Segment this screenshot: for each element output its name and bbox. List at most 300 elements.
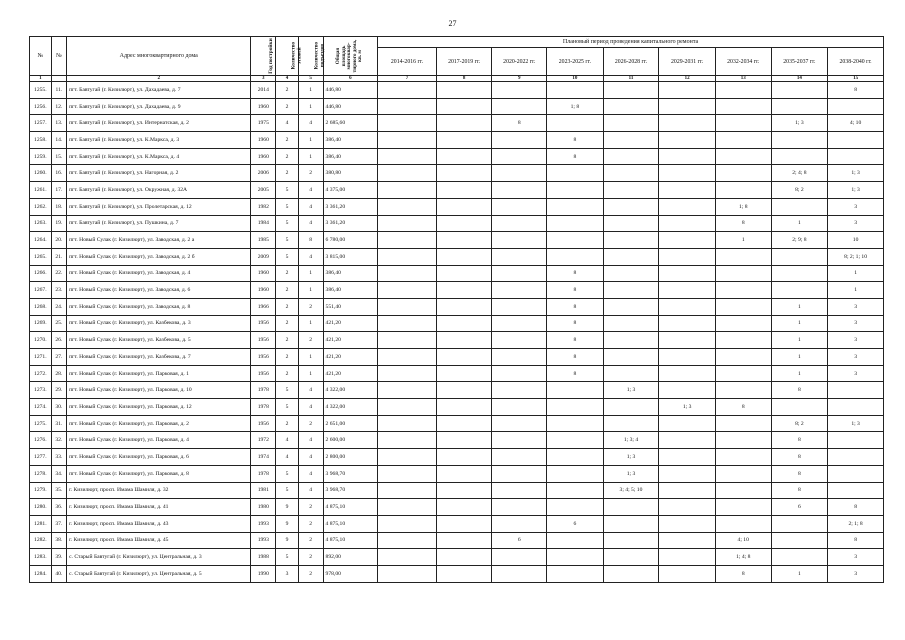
cell-2035-2037: 8 xyxy=(771,482,828,499)
cell-2023-2025: 1; 8 xyxy=(547,98,604,115)
row-area: 421,20 xyxy=(323,315,378,332)
row-sub-no: 25. xyxy=(51,315,66,332)
header-period: 2020-2022 гг. xyxy=(492,48,547,76)
row-floors: 4 xyxy=(276,432,299,449)
table-row xyxy=(30,232,884,249)
cell-2032-2034 xyxy=(715,282,771,299)
cell-2029-2031 xyxy=(659,349,716,366)
header-reg-no: № xyxy=(30,37,52,76)
cell-2023-2025: 8 xyxy=(547,265,604,282)
cell-2035-2037: 8 xyxy=(771,465,828,482)
row-entrances: 1 xyxy=(298,365,323,382)
cell-2029-2031 xyxy=(659,315,716,332)
table-row xyxy=(30,349,884,366)
column-number: 5 xyxy=(298,76,323,82)
row-year: 1984 xyxy=(251,215,276,232)
row-floors: 5 xyxy=(276,232,299,249)
row-entrances: 1 xyxy=(298,82,323,99)
cell-2014-2016 xyxy=(378,82,437,99)
row-reg-no: 1270. xyxy=(30,332,52,349)
row-area: 3 361,20 xyxy=(323,198,378,215)
row-address: пгт. Новый Сулак (г. Кизилюрт), ул. Парковая, д. 10 xyxy=(67,382,251,399)
table-row xyxy=(30,132,884,149)
row-address: пгт. Новый Сулак (г. Кизилюрт), ул. Казбекова, д. 5 xyxy=(67,332,251,349)
cell-2029-2031 xyxy=(659,165,716,182)
cell-2032-2034 xyxy=(715,265,771,282)
row-address: пгт. Новый Сулак (г. Кизилюрт), ул. Заводская, д. 4 xyxy=(67,265,251,282)
cell-2032-2034 xyxy=(715,298,771,315)
row-sub-no: 17. xyxy=(51,182,66,199)
cell-2035-2037: 8 xyxy=(771,382,828,399)
row-entrances: 4 xyxy=(298,399,323,416)
cell-2020-2022: 8 xyxy=(492,115,547,132)
table-row xyxy=(30,115,884,132)
cell-2023-2025 xyxy=(547,549,604,566)
header-period: 2026-2028 гг. xyxy=(603,48,659,76)
cell-2023-2025: 8 xyxy=(547,332,604,349)
cell-2023-2025: 8 xyxy=(547,282,604,299)
row-year: 2006 xyxy=(251,165,276,182)
header-period: 2029-2031 гг. xyxy=(659,48,716,76)
cell-2032-2034: 1; 4; 8 xyxy=(715,549,771,566)
cell-2029-2031 xyxy=(659,248,716,265)
cell-2038-2040 xyxy=(828,148,884,165)
row-address: пгт. Новый Сулак (г. Кизилюрт), ул. Казбекова, д. 3 xyxy=(67,315,251,332)
cell-2026-2028 xyxy=(603,248,659,265)
cell-2017-2019 xyxy=(436,115,492,132)
cell-2029-2031 xyxy=(659,282,716,299)
cell-2017-2019 xyxy=(436,349,492,366)
cell-2035-2037: 1 xyxy=(771,349,828,366)
row-reg-no: 1265. xyxy=(30,248,52,265)
cell-2023-2025: 8 xyxy=(547,298,604,315)
cell-2014-2016 xyxy=(378,399,437,416)
row-year: 1956 xyxy=(251,332,276,349)
cell-2020-2022 xyxy=(492,449,547,466)
row-area: 446,80 xyxy=(323,82,378,99)
cell-2020-2022 xyxy=(492,165,547,182)
row-floors: 2 xyxy=(276,365,299,382)
cell-2032-2034 xyxy=(715,148,771,165)
cell-2020-2022: 6 xyxy=(492,532,547,549)
cell-2017-2019 xyxy=(436,465,492,482)
cell-2029-2031 xyxy=(659,465,716,482)
table-row xyxy=(30,282,884,299)
row-area: 892,00 xyxy=(323,549,378,566)
row-reg-no: 1274. xyxy=(30,399,52,416)
cell-2017-2019 xyxy=(436,315,492,332)
row-floors: 2 xyxy=(276,349,299,366)
row-reg-no: 1262. xyxy=(30,198,52,215)
row-sub-no: 39. xyxy=(51,549,66,566)
row-sub-no: 37. xyxy=(51,515,66,532)
cell-2038-2040: 3 xyxy=(828,332,884,349)
cell-2026-2028 xyxy=(603,298,659,315)
row-reg-no: 1278. xyxy=(30,465,52,482)
cell-2035-2037: 2; 9; 8 xyxy=(771,232,828,249)
row-reg-no: 1256. xyxy=(30,98,52,115)
row-year: 2014 xyxy=(251,82,276,99)
row-area: 421,20 xyxy=(323,365,378,382)
cell-2020-2022 xyxy=(492,82,547,99)
cell-2014-2016 xyxy=(378,382,437,399)
row-address: пгт. Новый Сулак (г. Кизилюрт), ул. Парковая, д. 2 xyxy=(67,415,251,432)
cell-2017-2019 xyxy=(436,215,492,232)
cell-2032-2034: 8 xyxy=(715,399,771,416)
cell-2014-2016 xyxy=(378,349,437,366)
row-address: с. Старый Бавтугай (г. Кизилюрт), ул. Центральная, д. 3 xyxy=(67,549,251,566)
cell-2038-2040: 2; 1; 8 xyxy=(828,515,884,532)
cell-2038-2040 xyxy=(828,449,884,466)
cell-2032-2034 xyxy=(715,315,771,332)
row-floors: 5 xyxy=(276,198,299,215)
row-area: 380,80 xyxy=(323,165,378,182)
cell-2014-2016 xyxy=(378,248,437,265)
column-number: 6 xyxy=(323,76,378,82)
cell-2026-2028 xyxy=(603,315,659,332)
cell-2029-2031 xyxy=(659,115,716,132)
header-year: Год постройки xyxy=(251,37,276,76)
header-period: 2032-2034 гг. xyxy=(715,48,771,76)
row-area: 386,40 xyxy=(323,265,378,282)
header-period: 2017-2019 гг. xyxy=(436,48,492,76)
row-sub-no: 32. xyxy=(51,432,66,449)
cell-2014-2016 xyxy=(378,532,437,549)
cell-2035-2037: 8 xyxy=(771,432,828,449)
row-area: 3 361,20 xyxy=(323,215,378,232)
column-number: 1 xyxy=(30,76,52,82)
cell-2032-2034: 8 xyxy=(715,565,771,582)
cell-2026-2028 xyxy=(603,115,659,132)
cell-2014-2016 xyxy=(378,282,437,299)
cell-2017-2019 xyxy=(436,382,492,399)
cell-2023-2025: 8 xyxy=(547,148,604,165)
row-area: 6 780,00 xyxy=(323,232,378,249)
row-year: 1960 xyxy=(251,265,276,282)
row-reg-no: 1283. xyxy=(30,549,52,566)
cell-2023-2025: 8 xyxy=(547,315,604,332)
row-address: пгт. Новый Сулак (г. Кизилюрт), ул. Заводская, д. 6 xyxy=(67,282,251,299)
cell-2035-2037 xyxy=(771,282,828,299)
row-floors: 2 xyxy=(276,332,299,349)
row-year: 1993 xyxy=(251,532,276,549)
cell-2026-2028 xyxy=(603,349,659,366)
row-entrances: 4 xyxy=(298,449,323,466)
table-row xyxy=(30,365,884,382)
cell-2029-2031 xyxy=(659,532,716,549)
cell-2020-2022 xyxy=(492,132,547,149)
cell-2029-2031 xyxy=(659,499,716,516)
row-entrances: 4 xyxy=(298,215,323,232)
cell-2023-2025 xyxy=(547,248,604,265)
table-row xyxy=(30,298,884,315)
table-row xyxy=(30,215,884,232)
cell-2026-2028 xyxy=(603,565,659,582)
cell-2035-2037: 1 xyxy=(771,298,828,315)
cell-2038-2040: 8 xyxy=(828,82,884,99)
cell-2038-2040: 3 xyxy=(828,365,884,382)
table-row xyxy=(30,148,884,165)
cell-2023-2025 xyxy=(547,565,604,582)
cell-2038-2040: 1; 3 xyxy=(828,165,884,182)
cell-2026-2028 xyxy=(603,365,659,382)
row-year: 1978 xyxy=(251,399,276,416)
cell-2017-2019 xyxy=(436,232,492,249)
cell-2014-2016 xyxy=(378,98,437,115)
cell-2014-2016 xyxy=(378,198,437,215)
cell-2023-2025: 8 xyxy=(547,132,604,149)
cell-2032-2034 xyxy=(715,98,771,115)
row-sub-no: 11. xyxy=(51,82,66,99)
row-floors: 2 xyxy=(276,148,299,165)
cell-2017-2019 xyxy=(436,248,492,265)
row-entrances: 4 xyxy=(298,115,323,132)
row-sub-no: 33. xyxy=(51,449,66,466)
cell-2032-2034 xyxy=(715,349,771,366)
row-reg-no: 1263. xyxy=(30,215,52,232)
row-entrances: 4 xyxy=(298,198,323,215)
row-year: 1956 xyxy=(251,415,276,432)
cell-2026-2028: 3; 4; 5; 10 xyxy=(603,482,659,499)
cell-2029-2031 xyxy=(659,415,716,432)
column-number: 12 xyxy=(659,76,716,82)
row-area: 978,00 xyxy=(323,565,378,582)
page-number: 27 xyxy=(448,19,457,28)
row-address: пгт. Бавтугай (г. Кизилюрт), ул. Пушкина, д. 7 xyxy=(67,215,251,232)
row-sub-no: 40. xyxy=(51,565,66,582)
row-floors: 2 xyxy=(276,265,299,282)
cell-2017-2019 xyxy=(436,165,492,182)
header-sub-no: № xyxy=(51,37,66,76)
row-floors: 5 xyxy=(276,549,299,566)
cell-2014-2016 xyxy=(378,449,437,466)
cell-2026-2028 xyxy=(603,215,659,232)
table-row xyxy=(30,449,884,466)
row-sub-no: 13. xyxy=(51,115,66,132)
row-year: 1990 xyxy=(251,565,276,582)
row-floors: 2 xyxy=(276,98,299,115)
cell-2020-2022 xyxy=(492,182,547,199)
row-address: г. Кизилюрт, просп. Имама Шамиля, д. 41 xyxy=(67,499,251,516)
cell-2014-2016 xyxy=(378,432,437,449)
row-address: пгт. Новый Сулак (г. Кизилюрт), ул. Парковая, д. 12 xyxy=(67,399,251,416)
row-area: 2 651,00 xyxy=(323,415,378,432)
row-area: 4 322,00 xyxy=(323,382,378,399)
row-floors: 5 xyxy=(276,248,299,265)
cell-2035-2037 xyxy=(771,132,828,149)
row-address: пгт. Новый Сулак (г. Кизилюрт), ул. Заводская, д. 2 а xyxy=(67,232,251,249)
cell-2038-2040: 3 xyxy=(828,565,884,582)
cell-2026-2028: 1; 3; 4 xyxy=(603,432,659,449)
cell-2032-2034: 4; 10 xyxy=(715,532,771,549)
row-entrances: 2 xyxy=(298,298,323,315)
cell-2029-2031 xyxy=(659,515,716,532)
cell-2029-2031: 1; 3 xyxy=(659,399,716,416)
cell-2032-2034: 1; 8 xyxy=(715,198,771,215)
cell-2038-2040: 3 xyxy=(828,198,884,215)
cell-2020-2022 xyxy=(492,98,547,115)
cell-2023-2025 xyxy=(547,165,604,182)
row-year: 1980 xyxy=(251,499,276,516)
cell-2017-2019 xyxy=(436,499,492,516)
row-reg-no: 1272. xyxy=(30,365,52,382)
column-number: 13 xyxy=(715,76,771,82)
table-row xyxy=(30,532,884,549)
row-entrances: 2 xyxy=(298,532,323,549)
row-entrances: 1 xyxy=(298,282,323,299)
row-floors: 2 xyxy=(276,298,299,315)
cell-2032-2034 xyxy=(715,415,771,432)
header-entrances: Количество подъездов xyxy=(298,37,323,76)
cell-2026-2028 xyxy=(603,132,659,149)
cell-2029-2031 xyxy=(659,198,716,215)
row-year: 1988 xyxy=(251,549,276,566)
row-floors: 5 xyxy=(276,182,299,199)
row-reg-no: 1267. xyxy=(30,282,52,299)
row-address: пгт. Бавтугай (г. Кизилюрт), ул. К.Маркса, д. 3 xyxy=(67,132,251,149)
cell-2014-2016 xyxy=(378,215,437,232)
row-reg-no: 1276. xyxy=(30,432,52,449)
row-address: пгт. Новый Сулак (г. Кизилюрт), ул. Парковая, д. 4 xyxy=(67,432,251,449)
row-entrances: 4 xyxy=(298,182,323,199)
cell-2038-2040 xyxy=(828,465,884,482)
table-row xyxy=(30,82,884,99)
cell-2035-2037 xyxy=(771,549,828,566)
cell-2020-2022 xyxy=(492,482,547,499)
cell-2023-2025: 8 xyxy=(547,349,604,366)
row-area: 386,40 xyxy=(323,132,378,149)
row-reg-no: 1268. xyxy=(30,298,52,315)
row-sub-no: 26. xyxy=(51,332,66,349)
cell-2032-2034 xyxy=(715,82,771,99)
row-area: 4 375,00 xyxy=(323,182,378,199)
row-reg-no: 1280. xyxy=(30,499,52,516)
row-sub-no: 35. xyxy=(51,482,66,499)
row-sub-no: 20. xyxy=(51,232,66,249)
cell-2035-2037 xyxy=(771,515,828,532)
row-sub-no: 34. xyxy=(51,465,66,482)
row-address: пгт. Бавтугай (г. Кизилюрт), ул. Дахадаева, д. 7 xyxy=(67,82,251,99)
row-year: 2005 xyxy=(251,182,276,199)
row-entrances: 4 xyxy=(298,432,323,449)
row-sub-no: 15. xyxy=(51,148,66,165)
row-year: 1960 xyxy=(251,132,276,149)
cell-2020-2022 xyxy=(492,232,547,249)
cell-2038-2040 xyxy=(828,132,884,149)
row-sub-no: 29. xyxy=(51,382,66,399)
cell-2020-2022 xyxy=(492,315,547,332)
cell-2029-2031 xyxy=(659,215,716,232)
cell-2020-2022 xyxy=(492,465,547,482)
cell-2020-2022 xyxy=(492,432,547,449)
row-area: 2 685,60 xyxy=(323,115,378,132)
cell-2023-2025 xyxy=(547,482,604,499)
cell-2026-2028: 1; 3 xyxy=(603,449,659,466)
cell-2026-2028 xyxy=(603,282,659,299)
cell-2014-2016 xyxy=(378,465,437,482)
cell-2026-2028 xyxy=(603,515,659,532)
row-address: пгт. Бавтугай (г. Кизилюрт), ул. Окружная, д. 32А xyxy=(67,182,251,199)
row-year: 1956 xyxy=(251,315,276,332)
row-address: пгт. Новый Сулак (г. Кизилюрт), ул. Казбекова, д. 7 xyxy=(67,349,251,366)
row-sub-no: 19. xyxy=(51,215,66,232)
row-reg-no: 1279. xyxy=(30,482,52,499)
row-floors: 5 xyxy=(276,215,299,232)
row-year: 1978 xyxy=(251,465,276,482)
row-entrances: 2 xyxy=(298,165,323,182)
cell-2017-2019 xyxy=(436,565,492,582)
cell-2023-2025 xyxy=(547,465,604,482)
cell-2038-2040 xyxy=(828,399,884,416)
column-number: 4 xyxy=(276,76,299,82)
row-reg-no: 1258. xyxy=(30,132,52,149)
row-reg-no: 1281. xyxy=(30,515,52,532)
row-floors: 5 xyxy=(276,465,299,482)
cell-2032-2034 xyxy=(715,449,771,466)
cell-2023-2025: 6 xyxy=(547,515,604,532)
table-row xyxy=(30,382,884,399)
row-area: 4 875,10 xyxy=(323,532,378,549)
cell-2035-2037: 8 xyxy=(771,449,828,466)
row-reg-no: 1260. xyxy=(30,165,52,182)
cell-2014-2016 xyxy=(378,365,437,382)
cell-2035-2037: 2; 4; 8 xyxy=(771,165,828,182)
header-area: Общая площадь многоквар-тирного дома, кв. м xyxy=(323,37,378,76)
cell-2026-2028 xyxy=(603,415,659,432)
row-floors: 4 xyxy=(276,449,299,466)
header-address: Адрес многоквартирного дома xyxy=(67,37,251,76)
row-address: г. Кизилюрт, просп. Имама Шамиля, д. 32 xyxy=(67,482,251,499)
cell-2029-2031 xyxy=(659,332,716,349)
cell-2017-2019 xyxy=(436,399,492,416)
cell-2038-2040: 8 xyxy=(828,532,884,549)
row-reg-no: 1266. xyxy=(30,265,52,282)
cell-2020-2022 xyxy=(492,298,547,315)
cell-2020-2022 xyxy=(492,282,547,299)
row-floors: 9 xyxy=(276,532,299,549)
row-sub-no: 24. xyxy=(51,298,66,315)
cell-2038-2040: 8 xyxy=(828,499,884,516)
row-sub-no: 27. xyxy=(51,349,66,366)
cell-2035-2037: 1 xyxy=(771,565,828,582)
row-address: пгт. Бавтугай (г. Кизилюрт), ул. Пролетарская, д. 12 xyxy=(67,198,251,215)
column-number: 15 xyxy=(828,76,884,82)
table-row xyxy=(30,198,884,215)
cell-2035-2037: 1 xyxy=(771,215,828,232)
cell-2029-2031 xyxy=(659,232,716,249)
row-address: пгт. Бавтугай (г. Кизилюрт), ул. Нагорная, д. 2 xyxy=(67,165,251,182)
row-sub-no: 38. xyxy=(51,532,66,549)
cell-2026-2028 xyxy=(603,182,659,199)
cell-2032-2034 xyxy=(715,465,771,482)
row-area: 3 968,70 xyxy=(323,482,378,499)
row-sub-no: 28. xyxy=(51,365,66,382)
cell-2023-2025 xyxy=(547,415,604,432)
cell-2017-2019 xyxy=(436,549,492,566)
row-floors: 2 xyxy=(276,282,299,299)
row-floors: 5 xyxy=(276,399,299,416)
cell-2017-2019 xyxy=(436,132,492,149)
table-row xyxy=(30,515,884,532)
row-reg-no: 1273. xyxy=(30,382,52,399)
row-entrances: 2 xyxy=(298,332,323,349)
cell-2029-2031 xyxy=(659,382,716,399)
row-entrances: 2 xyxy=(298,565,323,582)
cell-2035-2037: 6 xyxy=(771,499,828,516)
column-number: 2 xyxy=(67,76,251,82)
row-reg-no: 1282. xyxy=(30,532,52,549)
cell-2023-2025 xyxy=(547,115,604,132)
